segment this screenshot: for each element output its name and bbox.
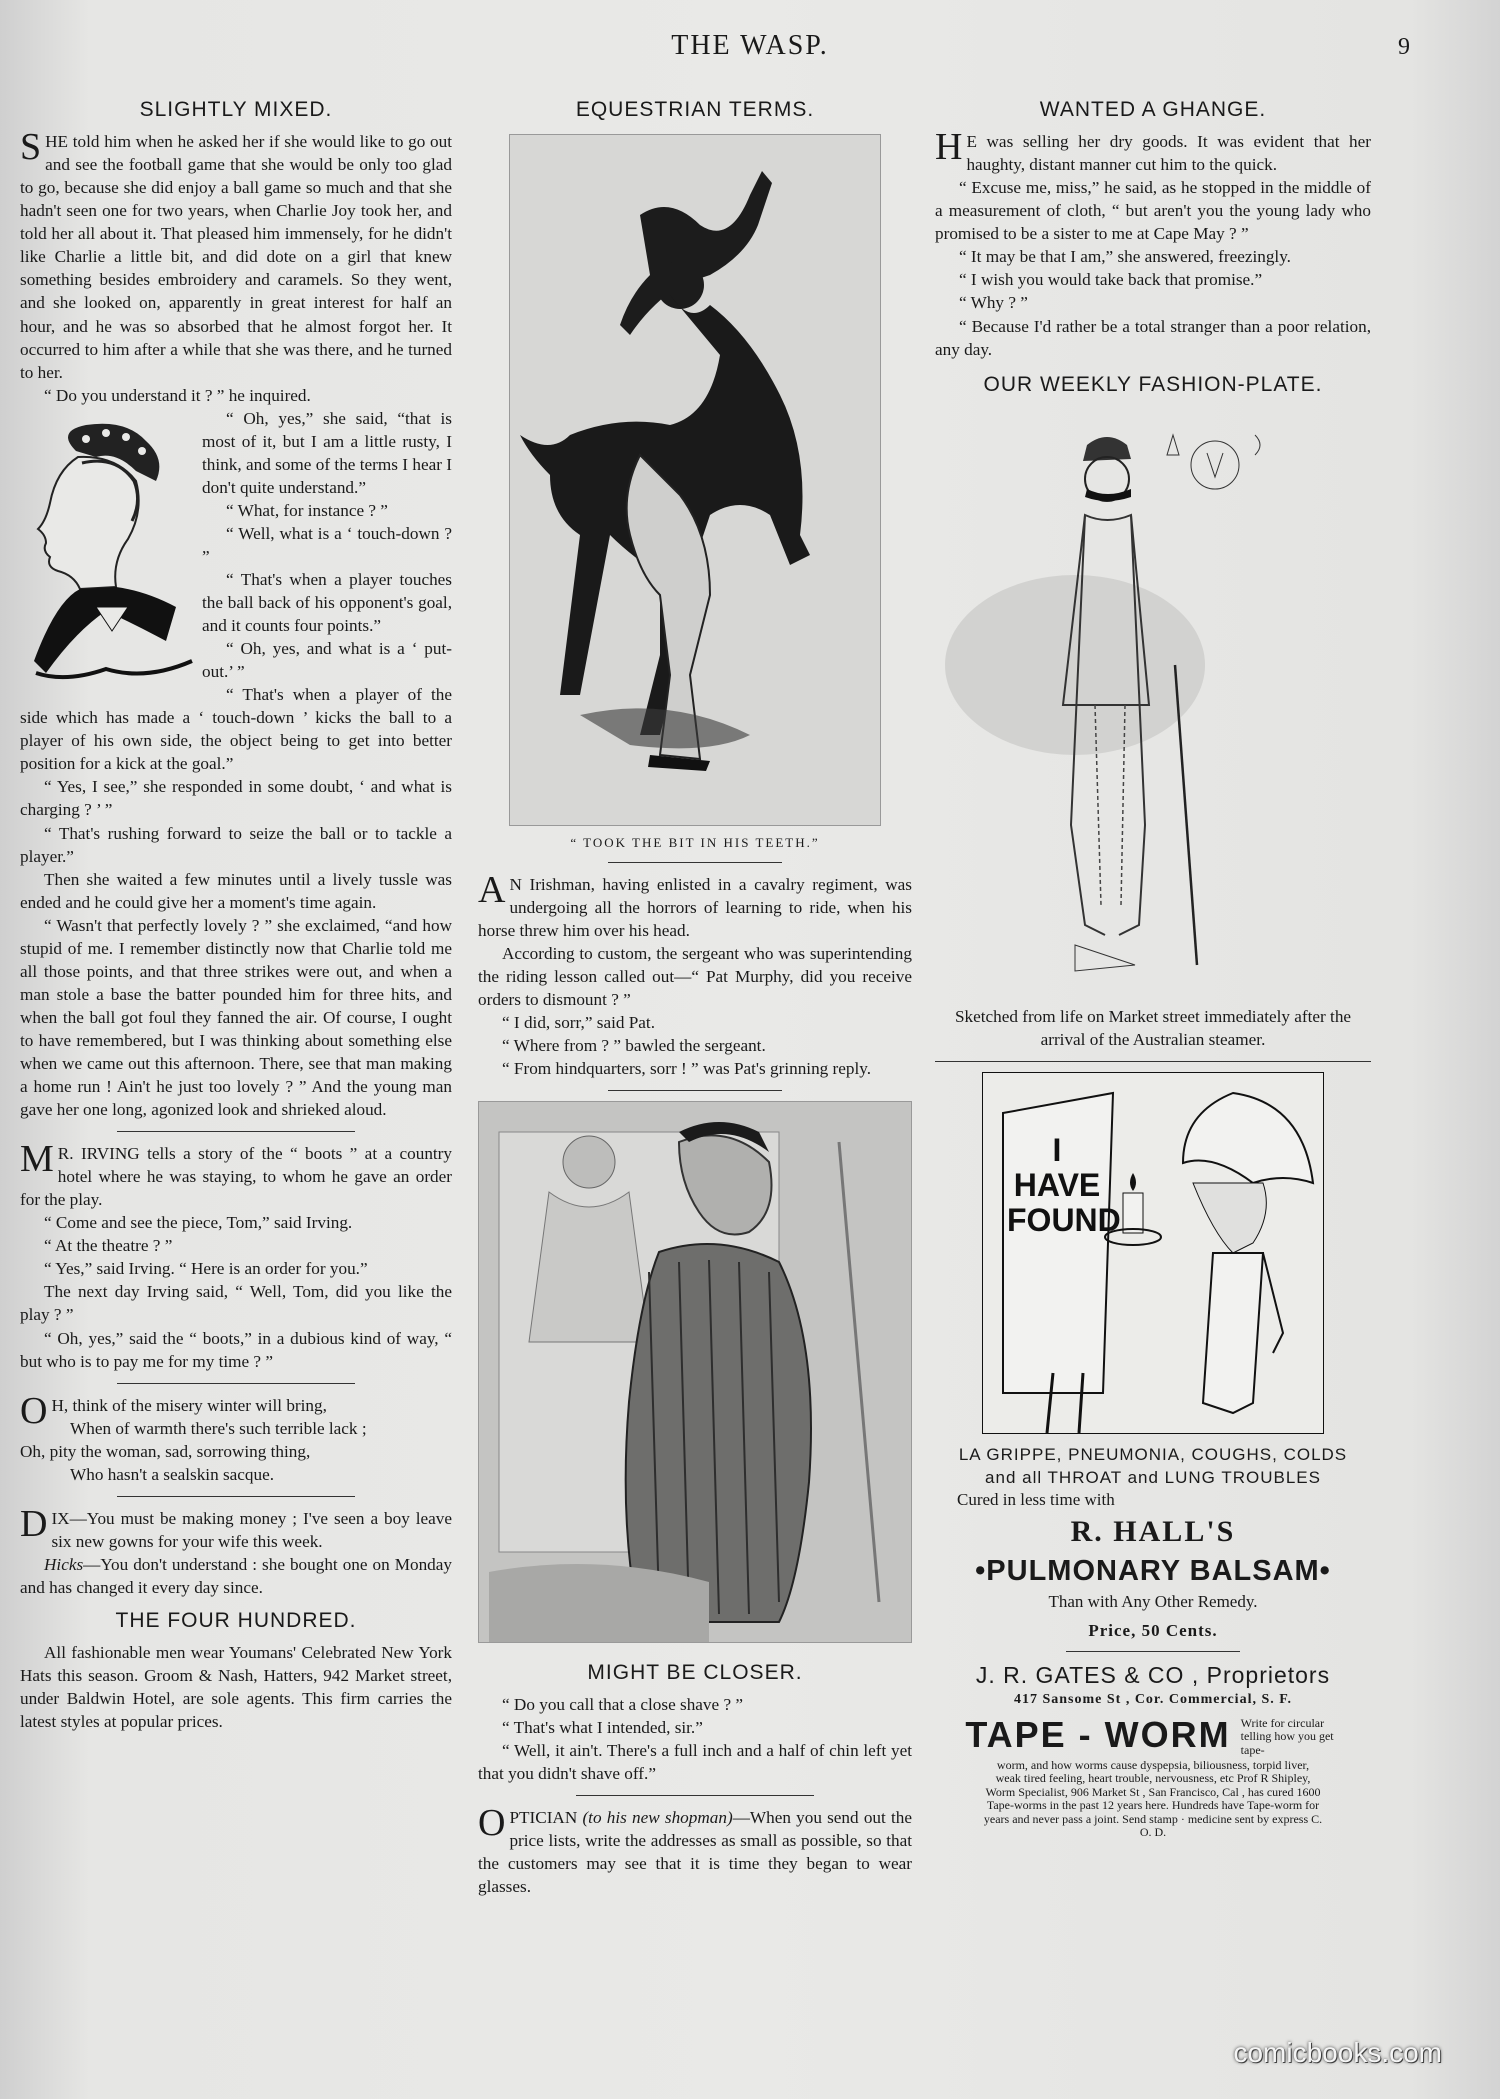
article-title-might-be-closer: MIGHT BE CLOSER. bbox=[587, 1660, 803, 1684]
paragraph: “ Yes,” said Irving. “ Here is an order for you.” bbox=[44, 1259, 368, 1279]
illustration-caption: Sketched from life on Market street immediately after the arrival of the Australian steamer. bbox=[954, 1006, 1352, 1049]
divider bbox=[117, 1496, 355, 1497]
ad-price: Price, 50 Cents. bbox=[1088, 1620, 1218, 1640]
ad-line: LA GRIPPE, PNEUMONIA, COUGHS, COLDS bbox=[958, 1444, 1348, 1464]
divider bbox=[117, 1131, 355, 1132]
masthead: THE WASP. bbox=[671, 30, 829, 61]
paragraph: “ Oh, yes, and what is a ‘ put-out.’ ” bbox=[202, 639, 452, 682]
sign-text: HAVE bbox=[1013, 1167, 1101, 1203]
poem-line: When of warmth there's such terrible lack ; bbox=[70, 1418, 367, 1438]
paragraph: The next day Irving said, “ Well, Tom, did you like the play ? ” bbox=[20, 1282, 452, 1325]
paragraph: According to custom, the sergeant who was superintending the riding lesson called out—“ Pat Murphy, did you receive orders to dismount ? ” bbox=[478, 943, 912, 1009]
paragraph: IX—You must be making money ; I've seen a boy leave six new gowns for your wife this week. bbox=[51, 1508, 452, 1551]
drop-cap: M bbox=[20, 1138, 54, 1181]
label: PTICIAN bbox=[509, 1808, 578, 1828]
divider bbox=[608, 1090, 782, 1091]
paragraph: R. IRVING tells a story of the “ boots ” at a country hotel where he was staying, to whom he gave an order for the play. bbox=[20, 1144, 452, 1210]
column-left bbox=[20, 96, 452, 1733]
paragraph: “ That's rushing forward to seize the ball or to tackle a player.” bbox=[20, 823, 452, 866]
fashion-plate-illustration bbox=[935, 405, 1371, 1005]
column-middle bbox=[478, 96, 912, 1898]
ad-proprietors: J. R. GATES & CO , Proprietors bbox=[975, 1661, 1331, 1688]
paragraph: “ I did, sorr,” said Pat. bbox=[502, 1012, 656, 1032]
ad-product: •PULMONARY BALSAM• bbox=[975, 1555, 1331, 1588]
article-title-fashion-plate: OUR WEEKLY FASHION-PLATE. bbox=[983, 372, 1323, 396]
poem-line: Who hasn't a sealskin sacque. bbox=[70, 1464, 275, 1484]
sign-text: I bbox=[1052, 1131, 1062, 1168]
article-title-wanted-a-change: WANTED A GHANGE. bbox=[1039, 98, 1267, 121]
paragraph: “ Wasn't that perfectly lovely ? ” she exclaimed, “and how stupid of me. I remember distinctly now that Charlie told me all those points, and that three strikes were out, and when a man stole a base the batter pounded him for three hits, and when the ball got foul they fanned the air. Of course, I ought to have remembered, but I was thinking about something else when we came out this afternoon. There, see that man making a home run ! Ain't he just too lovely ? ” And the young man gave her one long, agonized look and shrieked aloud. bbox=[20, 915, 452, 1120]
pulmonary-balsam-advertisement bbox=[935, 1072, 1371, 1840]
divider bbox=[117, 1383, 355, 1384]
divider bbox=[1066, 1651, 1240, 1652]
paragraph: “ Do you call that a close shave ? ” bbox=[502, 1695, 744, 1715]
speaker-name: Hicks bbox=[44, 1554, 84, 1574]
paragraph: “ Why ? ” bbox=[959, 293, 1028, 313]
paragraph: “ Come and see the piece, Tom,” said Irving. bbox=[44, 1213, 353, 1233]
paragraph: E was selling her dry goods. It was evident that her haughty, distant manner cut him to the quick. bbox=[966, 132, 1371, 175]
stage-direction: (to his new shopman) bbox=[582, 1808, 733, 1828]
ad-address: 417 Sansome St , Cor. Commercial, S. F. bbox=[1013, 1691, 1293, 1707]
paragraph: Then she waited a few minutes until a lively tussle was ended and he could give her a moment's time again. bbox=[20, 869, 452, 912]
column-right bbox=[935, 96, 1371, 1839]
divider bbox=[576, 1795, 815, 1796]
ad-line: Than with Any Other Remedy. bbox=[1048, 1592, 1258, 1612]
article-title-equestrian: EQUESTRIAN TERMS. bbox=[575, 98, 815, 121]
drop-cap: D bbox=[20, 1502, 48, 1545]
tapeworm-advertisement bbox=[935, 1714, 1371, 1757]
paragraph: “ Where from ? ” bawled the sergeant. bbox=[502, 1035, 766, 1055]
divider bbox=[935, 1061, 1371, 1062]
paragraph: HE told him when he asked her if she would like to go out and see the football game that she would be only too glad to go, because she did enjoy a ball game so much and that she hadn't seen one for two years, when Charlie Joy took her, and told her all about it. That pleased him immensely, for he didn't like Charlie a little bit, and did dote on a girl that knew something besides embroidery and caramels. So they went, and she looked on, apparently in great interest for half an hour, and he was so absorbed that he almost forgot her. It occurred to him after a while that she was there, and he turned to her. bbox=[20, 132, 452, 382]
watermark: comicbooks.com bbox=[1233, 2037, 1442, 2068]
drop-cap: S bbox=[20, 126, 42, 169]
paragraph: All fashionable men wear Youmans' Celebrated New York Hats this season. Groom & Nash, Hatters, 942 Market street, under Baldwin Hotel, are sole agents. This firm carries the latest styles at popular prices. bbox=[20, 1643, 452, 1732]
paragraph: —When you send out the price lists, write the addresses as small as possible, so that the customers may see that it is time they began to wear glasses. bbox=[478, 1808, 912, 1897]
horse-rider-illustration bbox=[509, 134, 881, 826]
illustration-caption: “ TOOK THE BIT IN HIS TEETH.” bbox=[570, 835, 820, 851]
page-number: 9 bbox=[1398, 34, 1410, 60]
paragraph: “ Yes, I see,” she responded in some doubt, ‘ and what is charging ? ’ ” bbox=[20, 777, 452, 820]
ad-line: Cured in less time with bbox=[957, 1490, 1115, 1510]
paragraph: “ Oh, yes,” said the “ boots,” in a dubious kind of way, “ but who is to pay me for my time ? ” bbox=[20, 1328, 452, 1371]
ad-tapeworm-text: Write for circular telling how you get tape- bbox=[1240, 1716, 1334, 1757]
paragraph: “ Well, it ain't. There's a full inch and a half of chin left yet that you didn't shave off.” bbox=[478, 1741, 912, 1784]
advertisement-illustration bbox=[982, 1072, 1324, 1434]
drop-cap: O bbox=[478, 1802, 506, 1845]
ad-line: and all THROAT and LUNG TROUBLES bbox=[985, 1467, 1321, 1487]
drop-cap: O bbox=[20, 1389, 48, 1432]
woman-portrait-illustration bbox=[16, 411, 194, 697]
drop-cap: A bbox=[478, 868, 506, 911]
divider bbox=[608, 862, 782, 863]
ad-tapeworm-body: worm, and how worms cause dyspepsia, biliousness, torpid liver, weak tired feeling, heart trouble, nervousness, etc Prof R Shipley, Worm Specialist, 906 Market St , San Francisco, Cal , has cured 1600 Tape-worms in the past 12 years here. Hundreds have Tape-worm for years and never pass a joint. Send stamp · medicine sent by express C. O. D. bbox=[983, 1757, 1323, 1839]
paragraph: “ That's what I intended, sir.” bbox=[502, 1718, 703, 1738]
poem-line: Oh, pity the woman, sad, sorrowing thing, bbox=[20, 1441, 311, 1461]
paragraph: “ Do you understand it ? ” he inquired. bbox=[44, 385, 311, 405]
paragraph: “ It may be that I am,” she answered, freezingly. bbox=[959, 247, 1291, 267]
ad-brand: R. HALL'S bbox=[1070, 1515, 1236, 1549]
paragraph: “ Well, what is a ‘ touch-down ? ” bbox=[202, 523, 452, 566]
poem-line: H, think of the misery winter will bring, bbox=[51, 1395, 327, 1415]
paragraph: “ I wish you would take back that promise.” bbox=[959, 270, 1263, 290]
sign-text: FOUND bbox=[1007, 1202, 1121, 1239]
paragraph: “ That's when a player of the side which has made a ‘ touch-down ’ kicks the ball to a player of his own side, the object being to get into better position for a kick at the goal.” bbox=[20, 685, 452, 774]
paragraph: “ Oh, yes,” she said, “that is most of it, but I am a little rusty, I think, and some of the terms I hear I don't quite understand.” bbox=[202, 408, 452, 497]
article-title-four-hundred: THE FOUR HUNDRED. bbox=[115, 1608, 357, 1632]
article-title-slightly-mixed: SLIGHTLY MIXED. bbox=[139, 98, 333, 121]
drop-cap: H bbox=[935, 126, 963, 169]
barbershop-illustration bbox=[478, 1101, 912, 1643]
paragraph: —You don't understand : she bought one on Monday and has changed it every day since. bbox=[20, 1554, 452, 1597]
paragraph: “ Excuse me, miss,” he said, as he stopped in the middle of a measurement of cloth, “ but aren't you the young lady who promised to be a sister to me at Cape May ? ” bbox=[935, 178, 1371, 244]
ad-tapeworm-title: TAPE - WORM bbox=[965, 1714, 1231, 1756]
paragraph: “ Because I'd rather be a total stranger than a poor relation, any day. bbox=[935, 316, 1371, 359]
poem bbox=[20, 1389, 452, 1486]
paragraph: “ That's when a player touches the ball back of his opponent's goal, and it counts four points.” bbox=[202, 570, 452, 636]
paragraph: N Irishman, having enlisted in a cavalry regiment, was undergoing all the horrors of learning to ride, when his horse threw him over his head. bbox=[478, 874, 912, 940]
paragraph: “ What, for instance ? ” bbox=[226, 500, 388, 520]
paragraph: “ At the theatre ? ” bbox=[44, 1236, 173, 1256]
paragraph: “ From hindquarters, sorr ! ” was Pat's grinning reply. bbox=[502, 1058, 872, 1078]
